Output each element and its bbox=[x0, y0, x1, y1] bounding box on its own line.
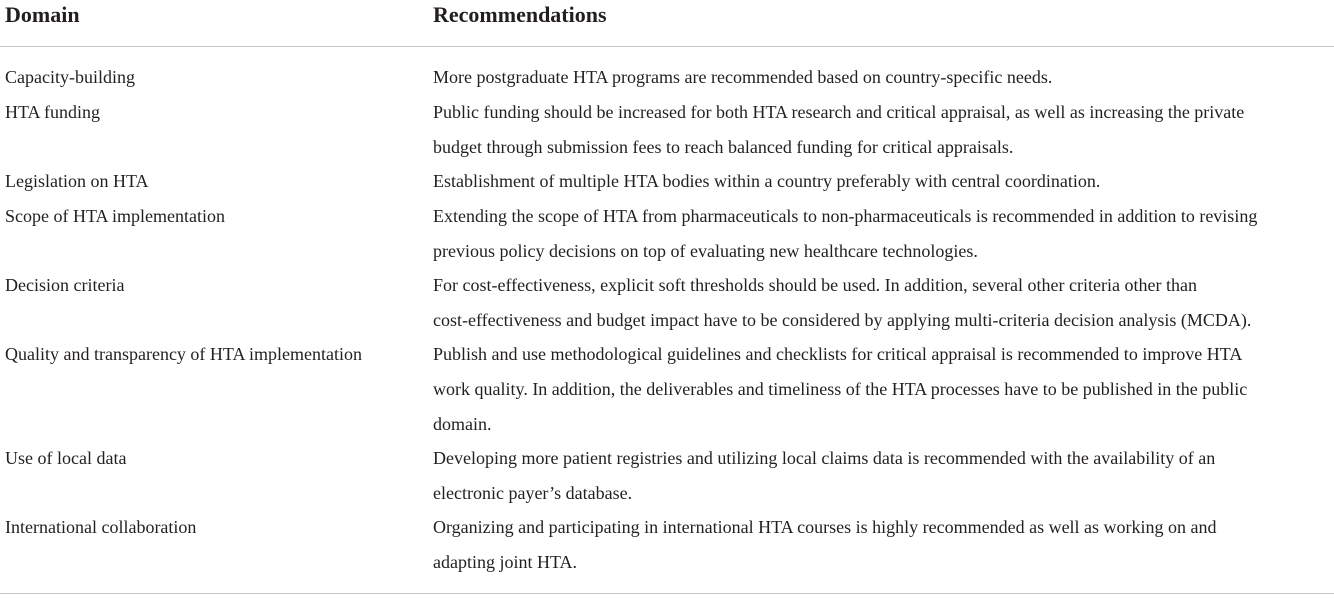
recommendation-cell bbox=[433, 60, 1333, 95]
header-domain: Domain bbox=[5, 2, 80, 27]
recommendation-cell bbox=[433, 337, 1333, 442]
header-divider bbox=[0, 46, 1334, 47]
recommendation-line: Extending the scope of HTA from pharmaceuticals to non-pharmaceuticals is recommended in addition to revising bbox=[433, 206, 1258, 226]
recommendation-line: Public funding should be increased for both HTA research and critical appraisal, as well as increasing the private bbox=[433, 102, 1245, 122]
domain-cell: HTA funding bbox=[5, 102, 101, 122]
domain-cell: Quality and transparency of HTA implementation bbox=[5, 344, 362, 364]
recommendation-cell bbox=[433, 95, 1333, 165]
recommendation-cell bbox=[433, 199, 1333, 269]
domain-cell: Scope of HTA implementation bbox=[5, 206, 226, 226]
domain-cell: Use of local data bbox=[5, 448, 127, 468]
recommendation-line: Establishment of multiple HTA bodies within a country preferably with central coordination. bbox=[433, 171, 1101, 191]
recommendation-line: budget through submission fees to reach balanced funding for critical appraisals. bbox=[433, 137, 1014, 157]
recommendation-line: For cost-effectiveness, explicit soft thresholds should be used. In addition, several other criteria other than bbox=[433, 275, 1197, 295]
recommendation-line: previous policy decisions on top of evaluating new healthcare technologies. bbox=[433, 241, 978, 261]
recommendation-line: Developing more patient registries and utilizing local claims data is recommended with the availability of an bbox=[433, 448, 1216, 468]
recommendation-line: cost-effectiveness and budget impact have to be considered by applying multi-criteria decision analysis (MCDA). bbox=[433, 310, 1252, 330]
recommendation-cell bbox=[433, 268, 1333, 338]
recommendation-cell bbox=[433, 164, 1333, 199]
recommendation-line: work quality. In addition, the deliverables and timeliness of the HTA processes have to be published in the public bbox=[433, 379, 1248, 399]
recommendation-line: electronic payer’s database. bbox=[433, 483, 633, 503]
header-recommendations: Recommendations bbox=[433, 2, 607, 27]
recommendation-line: adapting joint HTA. bbox=[433, 552, 578, 572]
recommendation-line: Organizing and participating in international HTA courses is highly recommended as well as working on and bbox=[433, 517, 1217, 537]
recommendation-cell bbox=[433, 441, 1333, 511]
recommendation-line: Publish and use methodological guidelines and checklists for critical appraisal is recommended to improve HTA bbox=[433, 344, 1243, 364]
recommendation-line: More postgraduate HTA programs are recommended based on country-specific needs. bbox=[433, 67, 1053, 87]
domain-cell: International collaboration bbox=[5, 517, 197, 537]
domain-cell: Decision criteria bbox=[5, 275, 125, 295]
recommendation-line: domain. bbox=[433, 414, 492, 434]
domain-cell: Legislation on HTA bbox=[5, 171, 149, 191]
recommendation-cell bbox=[433, 510, 1333, 580]
table-bottom-rule bbox=[0, 593, 1334, 594]
domain-cell: Capacity-building bbox=[5, 67, 135, 87]
